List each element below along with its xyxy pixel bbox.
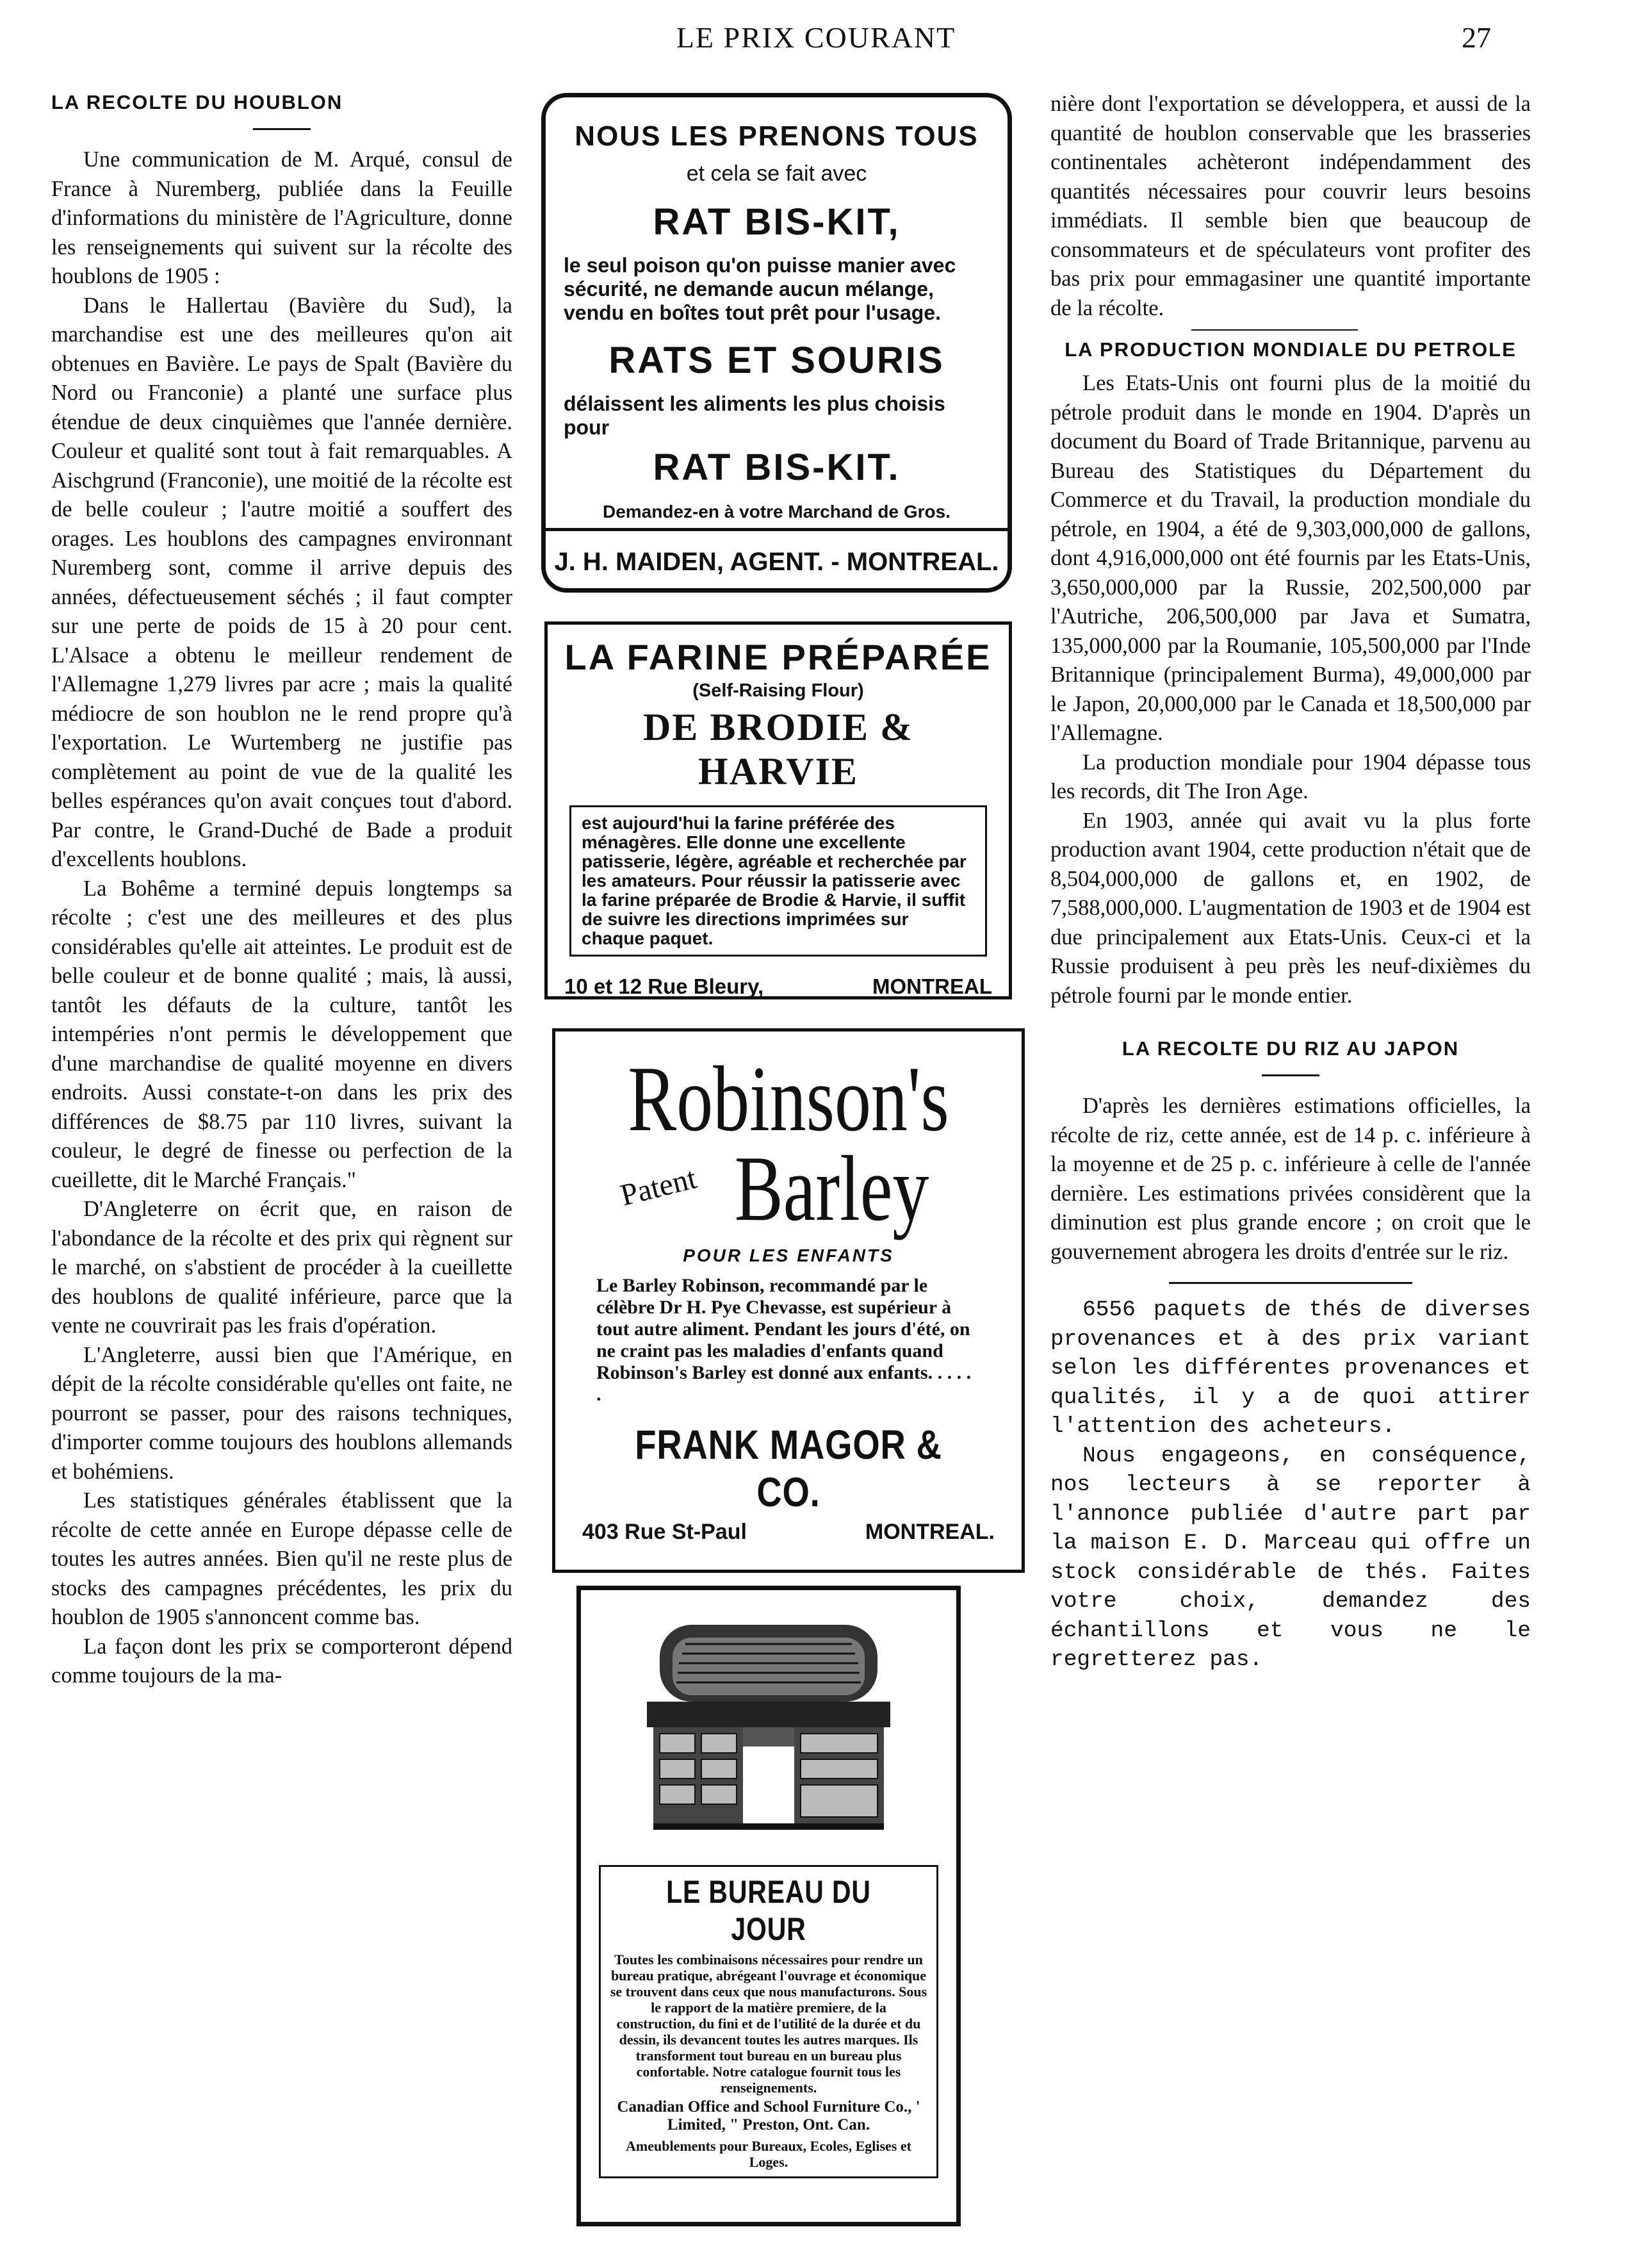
petrole-paragraph-3: En 1903, année qui avait vu la plus forte production avant 1904, cette production n'était que de 8,504,000,000 de gallons et, en 1902, de 7,588,000,000. L'augmentation de 1903 et de 1904 est due principalement aux Etats-Unis. Ceux-ci et la Russie produisent à peu près les neuf-dixièmes du pétrole fourni par le monde entier. [1050,808,1531,1008]
bureau-du-jour-ad [576,1586,961,2226]
ad-subline: (Self-Raising Flour) [692,680,864,701]
ad-text: le seul poison qu'on puisse manier avec sécurité, ne demande aucun mélange, vendu en boîtes tout prêt pour l'usage. [564,254,956,324]
ad-city: MONTREAL. [865,1520,995,1544]
ad-address: 403 Rue St-Paul [582,1520,747,1544]
riz-paragraph: D'après les dernières estimations officielles, la récolte de riz, cette année, est de 14 p. c. inférieure à la moyenne et de 25 p. c. inférieure à celle de l'année dernière. Les estimations privées considèrent que la diminution est plus grande encore ; on croit que le gouvernement abrogera les droits d'entrée sur le riz. [1050,1094,1531,1264]
ad-product-name-2: RAT BIS-KIT. [653,447,901,488]
ad-text: Toutes les combinaisons nécessaires pour rendre un bureau pratique, abrégeant l'ouvrage et économique se trouvent dans ceux que nous manufacturons. Sous le rapport de la matière premiere, de la construction, du fini et de l'utilité de la durée et du dessin, ils devancent toutes les autres marques. Ils transforment tout bureau en un bureau plus confortable. Notre catalogue fournit tous les renseignements. [610,1952,927,2096]
rat-biskit-ad [541,93,1012,593]
ad-patent: Patent [617,1161,701,1213]
ad-brand-barley: Barley [735,1137,929,1240]
hops-continuation: nière dont l'exportation se développera, et aussi de la quantité de houblon conservable que les brasseries continentales achèteront indépendamment des quantités nécessaires pour couvrir leurs besoins immédiats. Il semble bien que beaucoup de consommateurs et de spéculateurs vont profiter des bas prix pour emmagasiner une quantité importante de la récolte. [1050,92,1531,320]
hops-paragraph-5: L'Angleterre, aussi bien que l'Amérique, en dépit de la récolte considérable qu'elles ont faite, ne pourront se passer, pour des raisons techniques, d'importer comme toujours des houblons allemands et bohémiens. [51,1342,512,1484]
hops-paragraph-3: La Bohême a terminé depuis longtemps sa récolte ; c'est une des meilleures et des plus considérables qu'elle ait atteintes. Le produit est de belle couleur et de bonne qualité ; mais, là aussi, tantôt les défauts de la culture, tantôt les intempéries n'ont permis le développement que d'une marchandise de qualité moyenne en divers endroits. Aussi constate-t-on dans les prix des différences de $8.75 par 110 livres, suivant la couleur, le degré de finesse ou perfection de la cueillette, dit le Marché Français." [51,876,512,1192]
left-column [51,90,512,1691]
rolltop-desk-illustration [634,1612,903,1836]
page-number: 27 [1462,21,1491,54]
petrole-article-title: LA PRODUCTION MONDIALE DU PETROLE [1065,338,1517,361]
ad-subline: et cela se fait avec [686,161,867,186]
hops-paragraph-7: La façon dont les prix se comporteront dépend comme toujours de la ma- [51,1634,512,1688]
hops-paragraph-4: D'Angleterre on écrit que, en raison de l'abondance de la récolte et des prix qui règnent sur le marché, on s'abstient de procéder à la cueillette des houblons de qualité inférieure, parce que la vente ne couvrirait pas les frais d'opération. [51,1197,512,1338]
hops-paragraph-1: Une communication de M. Arqué, consul de France à Nuremberg, publiée dans la Feuille d'informations du ministère de l'Agriculture, donne les renseignements qui suivent sur la récolte des houblons de 1905 : [51,147,512,288]
ad-brand-row [571,1137,1006,1240]
ad-brand: DE BRODIE & HARVIE [642,706,914,793]
ad-call-to-action: Demandez-en à votre Marchand de Gros. [602,502,951,522]
notice-paragraph-2: Nous engageons, en conséquence, nos lecteurs à se reporter à l'annonce publiée d'autre part par la maison E. D. Marceau qui offre un stock considérable de thés. Faites votre choix, demandez des échantillons et vous ne le regretterez pas. [1050,1443,1531,1672]
ad-tagline: Ameublements pour Bureaux, Ecoles, Eglises et Loges. [626,2138,911,2170]
petrole-paragraph-1: Les Etats-Unis ont fourni plus de la moitié du pétrole produit dans le monde en 1904. D'après un document du Board of Trade Britannique, parvenu au Bureau des Statistiques du Département du Commerce et du Travail, la production mondiale du pétrole, en 1904, a été de 9,303,000,000 de gallons, dont 4,916,000,000 ont été fournis par les Etats-Unis, 3,650,000,000 par la Russie, 202,500,000 par l'Autriche, 206,500,000 par Java et Sumatra, 135,000,000 par la Roumanie, 105,500,000 par l'Inde Britannique (principalement Burma), 49,000,000 par le Japon, 20,000,000 par le Canada et 18,500,000 par l'Allemagne. [1050,371,1531,745]
ad-text: Le Barley Robinson, recommandé par le célèbre Dr H. Pye Chevasse, est supérieur à tout autre aliment. Pendant les jours d'été, on ne craint pas les maladies d'enfants quand Robinson's Barley est donné aux enfants. . . . . . [596,1275,972,1405]
petrole-paragraph-2: La production mondiale pour 1904 dépasse tous les records, dit The Iron Age. [1050,750,1531,803]
ad-text-box: est aujourd'hui la farine préférée des ménagères. Elle donne une excellente patisserie, légère, agréable et recherchée par les amateurs. Pour réussir la patisserie avec la farine préparée de Brodie & Harvie, il suffit de suivre les directions imprimées sur chaque paquet. [569,805,987,957]
hops-paragraph-6: Les statistiques générales établissent que la récolte de cette année en Europe dépasse celle de toutes les autres années. Bien qu'il ne reste plus de stocks des campagnes précédentes, les prix du houblon de 1905 s'annoncent comme bas. [51,1488,512,1629]
ad-headline: LE BUREAU DU JOUR [666,1874,871,1947]
ad-subline: POUR LES ENFANTS [683,1245,894,1265]
ad-company: Canadian Office and School Furniture Co., ' Limited, " Preston, Ont. Can. [617,2098,920,2133]
ad-text-2: délaissent les aliments les plus choisis pour [564,392,945,439]
hops-article-title: LA RECOLTE DU HOUBLON [51,91,343,113]
ad-city: MONTREAL [872,974,992,998]
robinsons-barley-ad [552,1028,1025,1573]
ad-footer-agent: J. H. MAIDEN, AGENT. - MONTREAL. [546,528,1008,577]
ad-brand-robinsons: Robinson's [628,1047,949,1151]
ad-text-box [599,1865,938,2178]
farine-brodie-ad [544,621,1012,999]
hops-paragraph-2: Dans le Hallertau (Bavière du Sud), la marchandise est une des meilleures qu'on ait obtenues en Bavière. Le pays de Spalt (Bavière du Nord ou Franconie) a planté une surface plus étendue de deux cinquièmes que l'année dernière. Couleur et qualité sont tout à fait remarquables. A Aischgrund (Franconie), une moitié de la récolte est de belle couleur ; l'autre moitié a souffert des orages. Les houblons des campagnes environnant Nuremberg sont, comme il arrive depuis des années, défectueusement séchés ; il faut compter sur une perte de poids de 15 à 20 pour cent. L'Alsace a obtenu le meilleur rendement de l'Allemagne 1,279 livres par acre ; mais la qualité médiocre de son houblon ne le rend propre qu'à l'exportation. Le Wurtemberg ne justifie pas complètement au point de vue de la qualité les belles espérances qu'on avait conçues tout d'abord. Par contre, le Grand-Duché de Bade a produit d'excellents houblons. [51,293,512,871]
divider [1191,329,1358,331]
riz-article-title: LA RECOLTE DU RIZ AU JAPON [1122,1037,1460,1060]
ad-headline: NOUS LES PRENONS TOUS [575,120,979,152]
ad-headline: LA FARINE PRÉPARÉE [564,637,992,677]
divider [253,128,311,130]
divider [1169,1282,1412,1284]
divider [1262,1074,1319,1076]
ad-address: 10 et 12 Rue Bleury, [564,974,764,998]
ad-address-row [582,1520,995,1545]
ad-company: FRANK MAGOR & CO. [635,1422,942,1515]
ad-headline-2: RATS ET SOURIS [608,340,945,381]
page-header-title: LE PRIX COURANT [676,21,956,54]
ad-product-name: RAT BIS-KIT, [653,201,901,243]
notice-paragraph-1: 6556 paquets de thés de diverses provenances et à des prix variant selon les différentes provenances et qualités, il y a de quoi attirer l'attention des acheteurs. [1050,1297,1531,1439]
right-column [1050,90,1531,1675]
ad-address-row [559,974,997,999]
